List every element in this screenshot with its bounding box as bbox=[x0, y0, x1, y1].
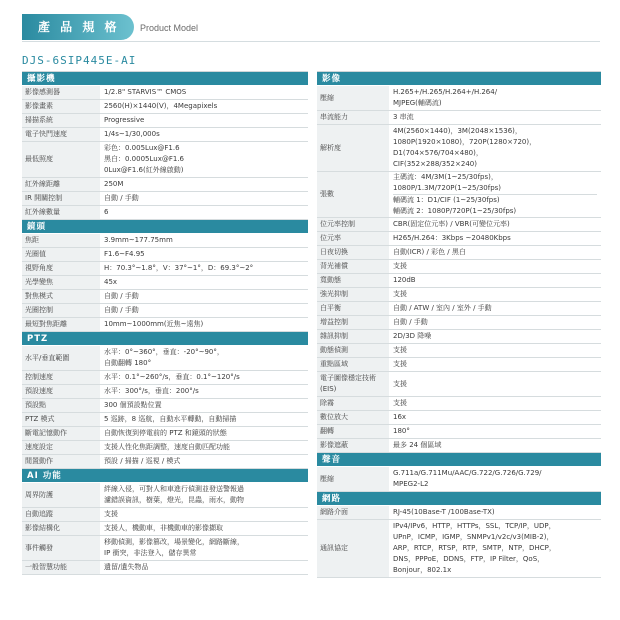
spec-row bbox=[22, 413, 308, 427]
spec-value-line: 5 巡跡，8 巡航，自動水平轉動，自動掃描 bbox=[104, 415, 237, 423]
spec-row bbox=[22, 441, 308, 455]
spec-label: 閒置動作 bbox=[22, 455, 100, 468]
spec-value bbox=[100, 100, 308, 113]
spec-row bbox=[22, 290, 308, 304]
spec-value bbox=[100, 248, 308, 261]
spec-value-line: 支援 bbox=[393, 290, 407, 298]
spec-value bbox=[100, 192, 308, 205]
spec-row bbox=[317, 125, 601, 172]
spec-value-line: CBR(固定位元率) / VBR(可變位元率) bbox=[393, 220, 510, 228]
spec-value-line: 支援人性化焦距調整，速度自動匹配功能 bbox=[104, 443, 230, 451]
spec-value-line: 遺留/遺失物品 bbox=[104, 563, 149, 571]
section-header: 聲音 bbox=[317, 453, 601, 467]
spec-value bbox=[100, 441, 308, 454]
spec-value bbox=[100, 561, 308, 574]
spec-value-line: 自動翻轉 180° bbox=[104, 359, 152, 367]
spec-value-line: 輔碼流 2：1080P/720P(1~25/30fps) bbox=[393, 207, 517, 215]
spec-value-line: Progressive bbox=[104, 116, 145, 124]
spec-label: 紅外線數量 bbox=[22, 206, 100, 219]
spec-value bbox=[100, 371, 308, 384]
spec-label: 影像遮蔽 bbox=[317, 439, 389, 452]
spec-value-line: 最多 24 個區域 bbox=[393, 441, 442, 449]
spec-value-line: F1.6~F4.95 bbox=[104, 250, 145, 258]
spec-value bbox=[100, 536, 308, 560]
spec-row bbox=[22, 483, 308, 508]
spec-row bbox=[317, 86, 601, 111]
spec-row bbox=[317, 330, 601, 344]
spec-label: 光圈值 bbox=[22, 248, 100, 261]
spec-row bbox=[22, 371, 308, 385]
spec-label: 最低照度 bbox=[22, 142, 100, 177]
spec-value-line: 2D/3D 降噪 bbox=[393, 332, 432, 340]
spec-label: 事件觸發 bbox=[22, 536, 100, 560]
spec-value-line: H.265+/H.265/H.264+/H.264/ bbox=[393, 88, 498, 96]
spec-value bbox=[389, 330, 601, 343]
spec-label: 影像畫素 bbox=[22, 100, 100, 113]
spec-value bbox=[100, 304, 308, 317]
spec-value-line: 水平：300°/s，垂直：200°/s bbox=[104, 387, 199, 395]
spec-value-line: 絆線入侵，可對人和車進行偵測並發送警報過 bbox=[104, 485, 244, 493]
spec-value bbox=[100, 262, 308, 275]
spec-label: 預設點 bbox=[22, 399, 100, 412]
spec-row bbox=[317, 246, 601, 260]
spec-value-line: 支援 bbox=[393, 379, 407, 388]
spec-value-line: DNS，PPPoE，DDNS，FTP，IP Filter，QoS， bbox=[393, 555, 545, 563]
spec-value-line: UPnP，ICMP，IGMP，SNMPv1/v2c/v3(MIB-2)， bbox=[393, 533, 554, 541]
spec-value-line: ARP，RTCP，RTSP，RTP，SMTP，NTP，DHCP， bbox=[393, 544, 556, 552]
spec-row bbox=[22, 114, 308, 128]
spec-value-line: 250M bbox=[104, 180, 124, 188]
spec-label: 串流能力 bbox=[317, 111, 389, 124]
spec-value-line: 自動 / 手動 bbox=[104, 292, 139, 300]
spec-value-line: 黑白：0.0005Lux@F1.6 bbox=[104, 155, 185, 163]
spec-label: 除霧 bbox=[317, 397, 389, 410]
spec-value-line: 彩色：0.005Lux@F1.6 bbox=[104, 144, 180, 152]
spec-value-line: H265/H.264：3Kbps ~20480Kbps bbox=[393, 234, 511, 242]
spec-row bbox=[317, 344, 601, 358]
spec-value-line: 支援人，機動車，非機動車的影像擷取 bbox=[104, 524, 223, 532]
spec-label: 最短對焦距離 bbox=[22, 318, 100, 331]
spec-value bbox=[389, 372, 601, 396]
spec-row bbox=[22, 304, 308, 318]
spec-value bbox=[100, 346, 308, 370]
spec-value-line: 支援 bbox=[393, 346, 407, 354]
spec-label: 周界防護 bbox=[22, 483, 100, 507]
spec-row bbox=[22, 248, 308, 262]
spec-value bbox=[389, 125, 601, 171]
spec-row bbox=[317, 506, 601, 520]
spec-label: 翻轉 bbox=[317, 425, 389, 438]
section-header: 網路 bbox=[317, 492, 601, 506]
spec-value-line: 3.9mm~177.75mm bbox=[104, 236, 173, 244]
spec-value-line: 10mm~1000mm(近焦~遠焦) bbox=[104, 320, 204, 328]
spec-value-line: 1/2.8" STARVIS™ CMOS bbox=[104, 88, 187, 96]
spec-value-line: 濾錯誤資訊，樹葉，燈光，昆蟲，雨水，動物 bbox=[104, 496, 244, 504]
spec-label: 動態偵測 bbox=[317, 344, 389, 357]
spec-label: 自動追蹤 bbox=[22, 508, 100, 521]
section-header: 攝影機 bbox=[22, 72, 308, 86]
spec-value bbox=[389, 358, 601, 371]
spec-value-line: 1080P/1.3M/720P(1~25/30fps) bbox=[393, 184, 502, 192]
spec-label: 預設速度 bbox=[22, 385, 100, 398]
spec-label: 電子圖像穩定技術(EIS) bbox=[317, 372, 389, 396]
spec-label: 白平衡 bbox=[317, 302, 389, 315]
spec-row bbox=[22, 128, 308, 142]
spec-row bbox=[317, 111, 601, 125]
spec-row bbox=[22, 276, 308, 290]
spec-value bbox=[389, 111, 601, 124]
section-header: 影像 bbox=[317, 72, 601, 86]
spec-value bbox=[389, 86, 601, 110]
spec-label: 水平/垂直範圍 bbox=[22, 346, 100, 370]
spec-value bbox=[389, 246, 601, 259]
spec-value bbox=[100, 399, 308, 412]
spec-value-line: G.711a/G.711Mu/AAC/G.722/G.726/G.729/ bbox=[393, 469, 542, 477]
spec-value bbox=[389, 397, 601, 410]
spec-row bbox=[22, 100, 308, 114]
spec-label: 焦距 bbox=[22, 234, 100, 247]
spec-value-line: 支援 bbox=[393, 360, 407, 368]
spec-row bbox=[317, 288, 601, 302]
spec-label: 光圈控制 bbox=[22, 304, 100, 317]
spec-value bbox=[389, 520, 601, 577]
spec-value bbox=[100, 508, 308, 521]
spec-value bbox=[100, 206, 308, 219]
spec-value-line: 自動 / 手動 bbox=[104, 194, 139, 202]
spec-value-line: 支援 bbox=[104, 510, 118, 518]
spec-value bbox=[389, 302, 601, 315]
spec-label: 影像感測器 bbox=[22, 86, 100, 99]
spec-label: 數位放大 bbox=[317, 411, 389, 424]
spec-label: PTZ 模式 bbox=[22, 413, 100, 426]
section-header: PTZ bbox=[22, 332, 308, 346]
spec-value bbox=[100, 114, 308, 127]
spec-row bbox=[317, 425, 601, 439]
spec-label: 掃描系統 bbox=[22, 114, 100, 127]
spec-value bbox=[389, 439, 601, 452]
spec-value-line: 180° bbox=[393, 427, 410, 435]
spec-value-line: 水平：0°~360°，垂直：-20°~90°， bbox=[104, 348, 224, 356]
spec-label: 電子快門速度 bbox=[22, 128, 100, 141]
spec-value bbox=[100, 276, 308, 289]
spec-value-line: 支援 bbox=[393, 399, 407, 407]
section-header: 鏡頭 bbox=[22, 220, 308, 234]
section-header: AI 功能 bbox=[22, 469, 308, 483]
spec-value-line: 預設 / 掃描 / 巡視 / 模式 bbox=[104, 457, 181, 465]
spec-value-line: 120dB bbox=[393, 276, 416, 284]
spec-value bbox=[100, 455, 308, 468]
spec-label: 增益控制 bbox=[317, 316, 389, 329]
spec-value-line: D1(704×576/704×480)， bbox=[393, 149, 483, 157]
spec-row bbox=[317, 232, 601, 246]
spec-value bbox=[100, 385, 308, 398]
spec-row bbox=[317, 358, 601, 372]
spec-value bbox=[389, 172, 601, 217]
spec-row bbox=[22, 399, 308, 413]
spec-row bbox=[317, 372, 601, 397]
spec-value-line: IP 衝突，非法登入，儲存異常 bbox=[104, 549, 197, 557]
spec-row bbox=[22, 178, 308, 192]
spec-value bbox=[389, 316, 601, 329]
spec-label: 網路介面 bbox=[317, 506, 389, 519]
spec-value bbox=[100, 290, 308, 303]
spec-label: 視野角度 bbox=[22, 262, 100, 275]
spec-row bbox=[317, 439, 601, 453]
spec-value bbox=[100, 234, 308, 247]
spec-label: 強光抑制 bbox=[317, 288, 389, 301]
spec-row bbox=[317, 520, 601, 578]
spec-label: 位元率 bbox=[317, 232, 389, 245]
spec-label: 通訊協定 bbox=[317, 520, 389, 577]
spec-value bbox=[100, 522, 308, 535]
spec-value bbox=[100, 483, 308, 507]
spec-label: 一般智慧功能 bbox=[22, 561, 100, 574]
spec-value-line: MPEG2-L2 bbox=[393, 480, 429, 488]
spec-label: 壓縮 bbox=[317, 467, 389, 491]
spec-value-line: 0Lux@F1.6(紅外線啟動) bbox=[104, 166, 184, 174]
spec-row bbox=[22, 536, 308, 561]
spec-value bbox=[389, 232, 601, 245]
spec-value-line: 移動偵測，影像篡改，場景變化，網路斷線， bbox=[104, 538, 244, 546]
spec-value bbox=[389, 344, 601, 357]
spec-row bbox=[22, 385, 308, 399]
spec-row bbox=[22, 142, 308, 178]
spec-label: 對焦模式 bbox=[22, 290, 100, 303]
spec-row bbox=[317, 302, 601, 316]
spec-row bbox=[317, 397, 601, 411]
spec-row bbox=[317, 316, 601, 330]
spec-value-line: 自動 / 手動 bbox=[393, 318, 428, 326]
model-number: DJS-6SIP445E-AI bbox=[22, 54, 137, 67]
spec-value-line: RJ-45(10Base-T /100Base-TX) bbox=[393, 508, 495, 516]
header-banner bbox=[0, 14, 620, 48]
spec-value-line: 16x bbox=[393, 413, 407, 421]
spec-value-line: 自動 / 手動 bbox=[104, 306, 139, 314]
spec-row bbox=[317, 411, 601, 425]
spec-label: 壓縮 bbox=[317, 86, 389, 110]
spec-label: 重點區域 bbox=[317, 358, 389, 371]
spec-value-line: 自動恢復到停電前的 PTZ 和鏡頭的狀態 bbox=[104, 429, 227, 437]
spec-row bbox=[22, 206, 308, 220]
spec-value-line: 2560(H)×1440(V)，4Megapixels bbox=[104, 102, 218, 110]
spec-row bbox=[317, 260, 601, 274]
spec-label: 斷電記憶動作 bbox=[22, 427, 100, 440]
spec-value-line: 輔碼流 1：D1/CIF (1~25/30fps) bbox=[393, 194, 597, 206]
spec-value-line: 主碼流：4M/3M(1~25/30fps)， bbox=[393, 173, 498, 181]
spec-row bbox=[22, 522, 308, 536]
spec-value bbox=[389, 506, 601, 519]
spec-value bbox=[389, 425, 601, 438]
spec-value-line: 3 串流 bbox=[393, 113, 414, 121]
spec-value bbox=[389, 411, 601, 424]
spec-row bbox=[22, 508, 308, 522]
spec-row bbox=[22, 318, 308, 332]
spec-value bbox=[100, 178, 308, 191]
spec-label: 紅外線距離 bbox=[22, 178, 100, 191]
header-divider bbox=[22, 41, 600, 42]
spec-value bbox=[100, 318, 308, 331]
spec-value-line: 45x bbox=[104, 278, 118, 286]
spec-value bbox=[100, 86, 308, 99]
spec-column-right bbox=[317, 71, 601, 578]
spec-row bbox=[22, 262, 308, 276]
spec-label: 張數 bbox=[317, 172, 389, 217]
spec-row bbox=[22, 561, 308, 575]
spec-value-line: 自動 / ATW / 室內 / 室外 / 手動 bbox=[393, 304, 492, 312]
spec-label: 位元率控制 bbox=[317, 218, 389, 231]
spec-label: 光學變焦 bbox=[22, 276, 100, 289]
spec-column-left bbox=[22, 71, 308, 575]
spec-row bbox=[22, 455, 308, 469]
spec-row bbox=[22, 234, 308, 248]
spec-row bbox=[317, 467, 601, 492]
spec-label: 寬動態 bbox=[317, 274, 389, 287]
spec-value-line: 6 bbox=[104, 208, 109, 216]
spec-row bbox=[317, 172, 601, 218]
spec-label: 影像結構化 bbox=[22, 522, 100, 535]
spec-value bbox=[389, 260, 601, 273]
spec-value bbox=[389, 218, 601, 231]
spec-label: 控制速度 bbox=[22, 371, 100, 384]
spec-value-line: H：70.3°~1.8°，V：37°~1°，D：69.3°~2° bbox=[104, 264, 254, 272]
spec-value bbox=[389, 274, 601, 287]
spec-value-line: 自動(ICR) / 彩色 / 黑白 bbox=[393, 248, 466, 256]
page-subtitle: Product Model bbox=[140, 23, 199, 33]
spec-value bbox=[389, 467, 601, 491]
spec-value bbox=[100, 142, 308, 177]
spec-value bbox=[389, 288, 601, 301]
spec-label: 雜訊抑制 bbox=[317, 330, 389, 343]
spec-value-line: 水平：0.1°~260°/s，垂直：0.1°~120°/s bbox=[104, 373, 240, 381]
spec-row bbox=[22, 346, 308, 371]
spec-row bbox=[317, 218, 601, 232]
spec-label: 日夜切換 bbox=[317, 246, 389, 259]
spec-value-line: 1/4s~1/30,000s bbox=[104, 130, 160, 138]
spec-label: 背光補償 bbox=[317, 260, 389, 273]
page-title: 產 品 規 格 bbox=[22, 14, 134, 40]
spec-value-line: IPv4/IPv6，HTTP，HTTPs，SSL，TCP/IP，UDP， bbox=[393, 522, 556, 530]
spec-row bbox=[22, 427, 308, 441]
spec-label: 速度設定 bbox=[22, 441, 100, 454]
spec-value-line: CIF(352×288/352×240) bbox=[393, 160, 477, 168]
spec-label: 解析度 bbox=[317, 125, 389, 171]
spec-row bbox=[22, 86, 308, 100]
spec-value-line: 4M(2560×1440)，3M(2048×1536)， bbox=[393, 127, 522, 135]
spec-row bbox=[317, 274, 601, 288]
spec-label: IR 開關控制 bbox=[22, 192, 100, 205]
spec-value bbox=[100, 413, 308, 426]
spec-value-line: Bonjour，802.1x bbox=[393, 566, 452, 574]
spec-value-line: 300 個預設點位置 bbox=[104, 401, 162, 409]
spec-value-line: MJPEG(輔碼流) bbox=[393, 99, 442, 107]
spec-value-line: 1080P(1920×1080)，720P(1280×720)， bbox=[393, 138, 537, 146]
spec-row bbox=[22, 192, 308, 206]
spec-value-line: 支援 bbox=[393, 262, 407, 270]
spec-value bbox=[100, 128, 308, 141]
spec-value bbox=[100, 427, 308, 440]
